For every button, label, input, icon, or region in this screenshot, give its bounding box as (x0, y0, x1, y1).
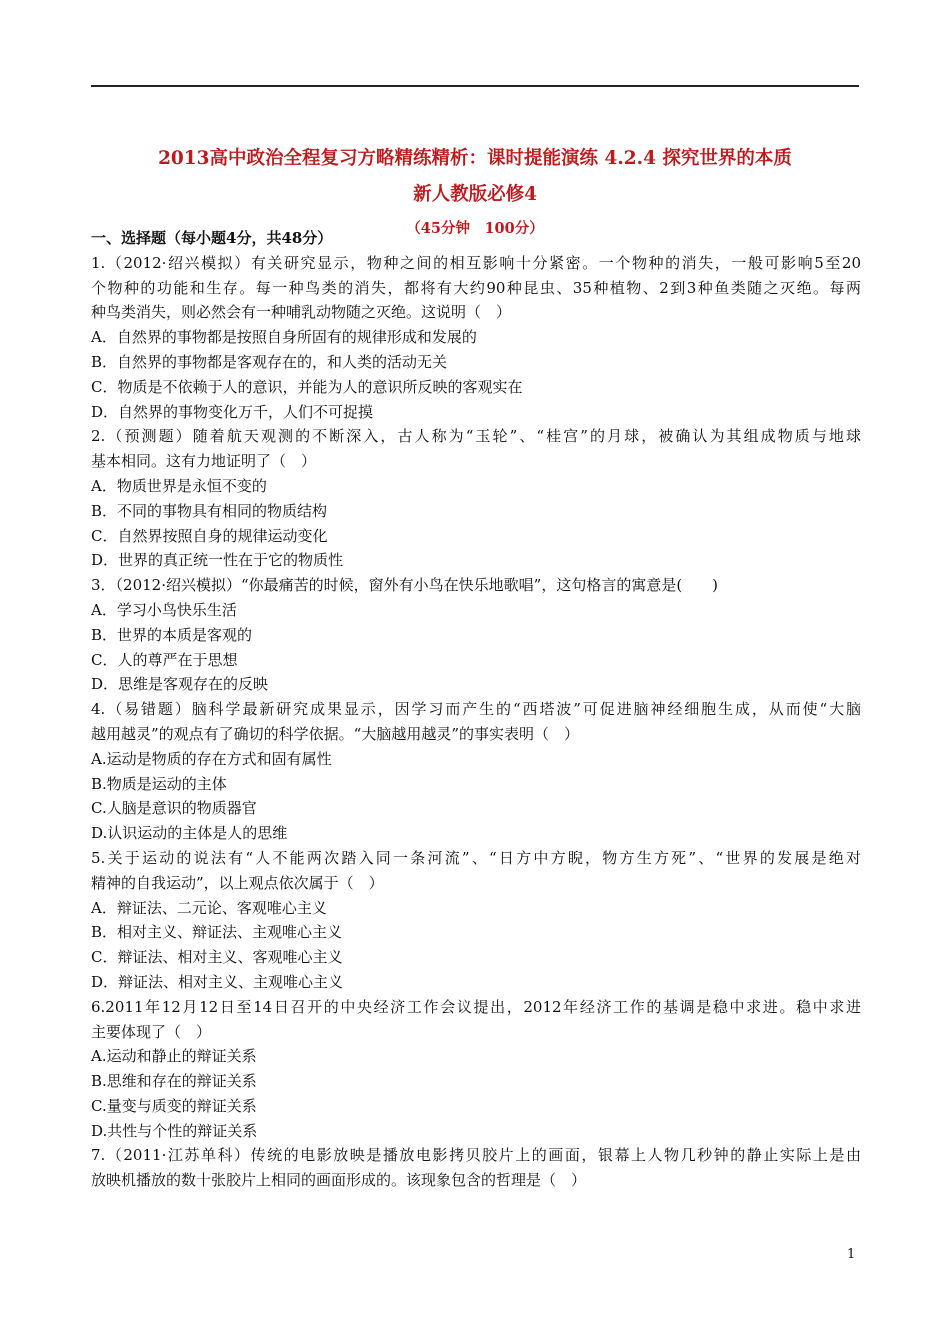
question-4-line-2: 越用越灵”的观点有了确切的科学依据。“大脑越用越灵”的事实表明（ ） (91, 724, 580, 743)
question-3-line-1: 3．（2012·绍兴模拟）“你最痛苦的时候，窗外有小鸟在快乐地歌唱”，这句格言的寓意是( ) (91, 576, 719, 595)
question-1-line-3: 种鸟类消失，则必然会有一种哺乳动物随之灭绝。这说明（ ） (91, 303, 512, 322)
question-5-option-c: C．辩证法、相对主义、客观唯心主义 (91, 948, 343, 967)
question-1-line-2: 个物种的功能和生存。每一种鸟类的消失，都将有大约90种昆虫、35种植物、2到3种鱼类随之灭绝。每两 (91, 278, 861, 297)
question-6-option-b: B.思维和存在的辩证关系 (91, 1072, 257, 1091)
question-4-line-1: 4.（易错题）脑科学最新研究成果显示，因学习而产生的“西塔波”可促进脑神经细胞生成，从而使“大脑 (91, 700, 861, 719)
question-3-option-c: C．人的尊严在于思想 (91, 650, 238, 669)
question-4-option-d: D.认识运动的主体是人的思维 (91, 824, 288, 843)
question-5-line-1: 5.关于运动的说法有“人不能两次踏入同一条河流”、“日方中方睨，物方生方死”、“世界的发展是绝对 (91, 848, 861, 867)
question-1-line-1: 1.（2012·绍兴模拟）有关研究显示，物种之间的相互影响十分紧密。一个物种的消失，一般可影响5至20 (91, 253, 861, 272)
question-6-line-1: 6.2011年12月12日至14日召开的中央经济工作会议提出，2012年经济工作的基调是稳中求进。稳中求进 (91, 997, 861, 1016)
question-1-option-a: A．自然界的事物都是按照自身所固有的规律形成和发展的 (91, 328, 477, 347)
question-1-option-d: D．自然界的事物变化万千，人们不可捉摸 (91, 402, 374, 421)
document-title-line-2: 新人教版必修4 (413, 184, 537, 205)
exam-content (91, 226, 861, 1193)
question-4-option-a: A.运动是物质的存在方式和固有属性 (91, 749, 332, 768)
question-3-option-d: D．思维是客观存在的反映 (91, 675, 269, 694)
section-heading: 一、选择题（每小题4分，共48分） (91, 229, 333, 247)
question-5-option-b: B．相对主义、辩证法、主观唯心主义 (91, 923, 343, 942)
question-2-option-d: D．世界的真正统一性在于它的物质性 (91, 551, 344, 570)
header-rule (91, 85, 859, 87)
question-2-option-c: C．自然界按照自身的规律运动变化 (91, 526, 328, 545)
question-5-option-a: A．辩证法、二元论、客观唯心主义 (91, 898, 327, 917)
question-3-option-b: B．世界的本质是客观的 (91, 625, 253, 644)
question-4-option-c: C.人脑是意识的物质器官 (91, 799, 257, 818)
question-1-option-b: B．自然界的事物都是客观存在的，和人类的活动无关 (91, 352, 448, 371)
question-5-line-2: 精神的自我运动”，以上观点依次属于（ ） (91, 873, 384, 892)
page-number: 1 (847, 1247, 856, 1262)
question-3-option-a: A．学习小鸟快乐生活 (91, 600, 237, 619)
time-score-subtitle: （45分钟 100分） (406, 220, 544, 237)
question-6-option-a: A.运动和静止的辩证关系 (91, 1047, 257, 1066)
question-2-line-2: 基本相同。这有力地证明了（ ） (91, 452, 317, 471)
document-title-line-1: 2013高中政治全程复习方略精练精析：课时提能演练 4.2.4 探究世界的本质 (158, 148, 792, 169)
question-2-line-1: 2.（预测题）随着航天观测的不断深入，古人称为“玉轮”、“桂宫”的月球，被确认为其组成物质与地球 (91, 427, 861, 446)
question-6-line-2: 主要体现了（ ） (91, 1022, 212, 1041)
question-2-option-b: B．不同的事物具有相同的物质结构 (91, 501, 328, 520)
question-5-option-d: D．辩证法、相对主义、主观唯心主义 (91, 972, 344, 991)
question-6-option-c: C.量变与质变的辩证关系 (91, 1096, 257, 1115)
question-7-line-2: 放映机播放的数十张胶片上相同的画面形成的。该现象包含的哲理是（ ） (91, 1171, 587, 1190)
question-4-option-b: B.物质是运动的主体 (91, 774, 227, 793)
question-2-option-a: A．物质世界是永恒不变的 (91, 476, 267, 495)
question-7-line-1: 7.（2011·江苏单科）传统的电影放映是播放电影拷贝胶片上的画面，银幕上人物几秒钟的静止实际上是由 (91, 1146, 861, 1165)
question-1-option-c: C．物质是不依赖于人的意识，并能为人的意识所反映的客观实在 (91, 377, 523, 396)
question-6-option-d: D.共性与个性的辩证关系 (91, 1121, 258, 1140)
